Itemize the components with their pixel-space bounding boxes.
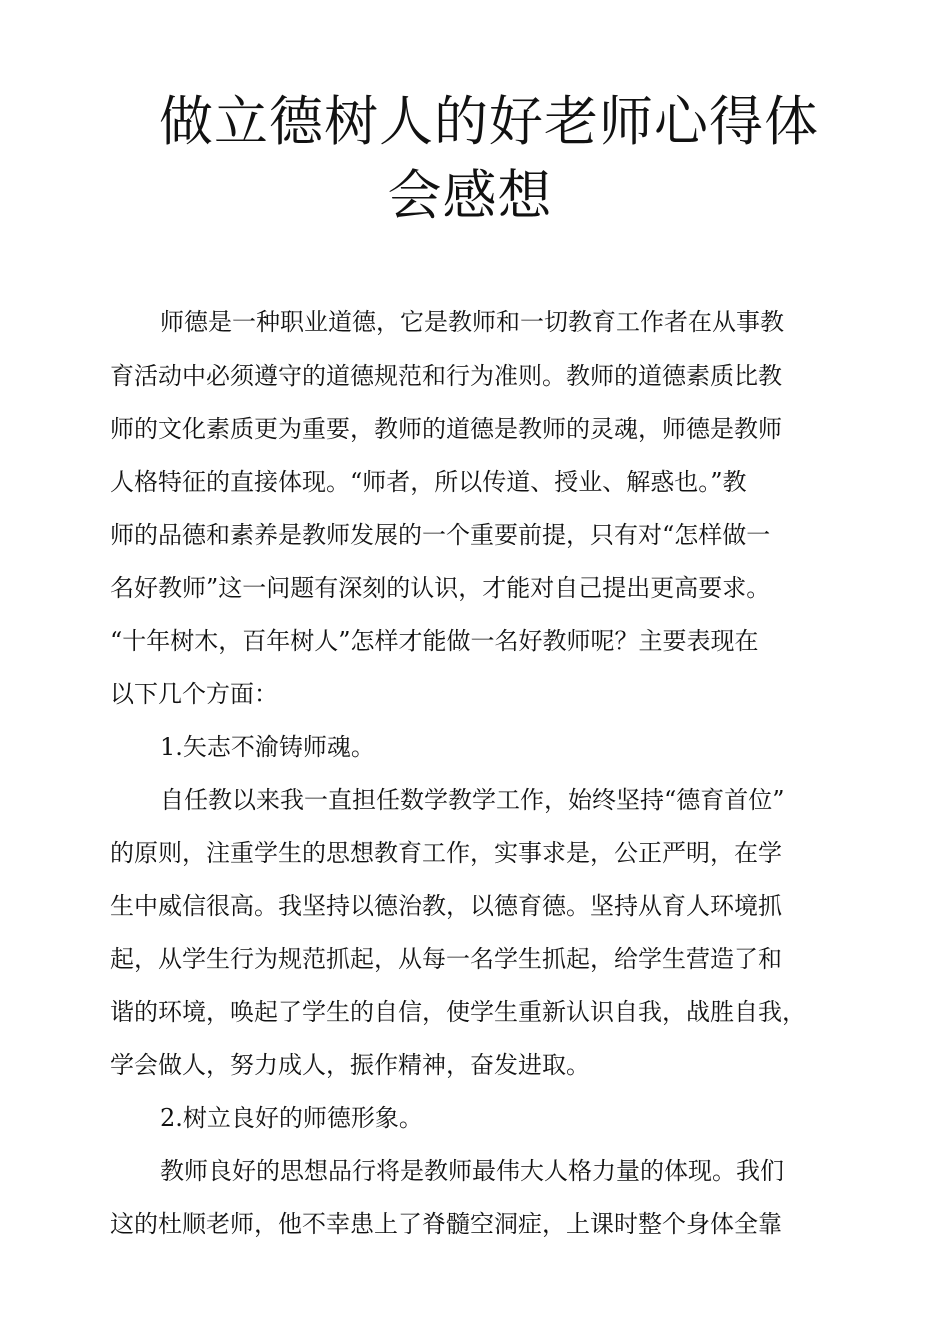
- paragraph-line: 生中威信很高。我坚持以德治教，以德育德。坚持从育人环境抓: [110, 892, 782, 920]
- paragraph-line: 师德是一种职业道德，它是教师和一切教育工作者在从事教: [160, 308, 784, 336]
- paragraph-line: 起，从学生行为规范抓起，从每一名学生抓起，给学生营造了和: [110, 945, 782, 973]
- paragraph-line: 的原则，注重学生的思想教育工作，实事求是，公正严明，在学: [110, 839, 782, 867]
- section-heading-1: 1.矢志不渝铸师魂。: [160, 733, 375, 761]
- document-title-line-2: 会感想: [387, 164, 553, 227]
- section-heading-2: 2.树立良好的师德形象。: [160, 1104, 423, 1132]
- paragraph-line: 自任教以来我一直担任数学教学工作，始终坚持“德育首位”: [160, 786, 785, 814]
- paragraph-line: 这的杜顺老师，他不幸患上了脊髓空洞症，上课时整个身体全靠: [110, 1210, 782, 1238]
- paragraph-line: “十年树木，百年树人”怎样才能做一名好教师呢？主要表现在: [110, 627, 759, 655]
- document-title-line-1: 做立德树人的好老师心得体: [159, 90, 819, 153]
- paragraph-line: 谐的环境，唤起了学生的自信，使学生重新认识自我，战胜自我，: [110, 998, 806, 1026]
- paragraph-line: 师的文化素质更为重要，教师的道德是教师的灵魂，师德是教师: [110, 415, 782, 443]
- paragraph-line: 学会做人，努力成人，振作精神，奋发进取。: [110, 1051, 590, 1079]
- paragraph-line: 师的品德和素养是教师发展的一个重要前提，只有对“怎样做一: [110, 521, 771, 549]
- paragraph-line: 名好教师”这一问题有深刻的认识，才能对自己提出更高要求。: [110, 574, 771, 602]
- paragraph-line: 育活动中必须遵守的道德规范和行为准则。教师的道德素质比教: [110, 362, 782, 390]
- paragraph-line: 人格特征的直接体现。“师者，所以传道、授业、解惑也。”教: [110, 468, 747, 496]
- paragraph-line: 以下几个方面：: [110, 680, 278, 708]
- paragraph-line: 教师良好的思想品行将是教师最伟大人格力量的体现。我们: [160, 1157, 784, 1185]
